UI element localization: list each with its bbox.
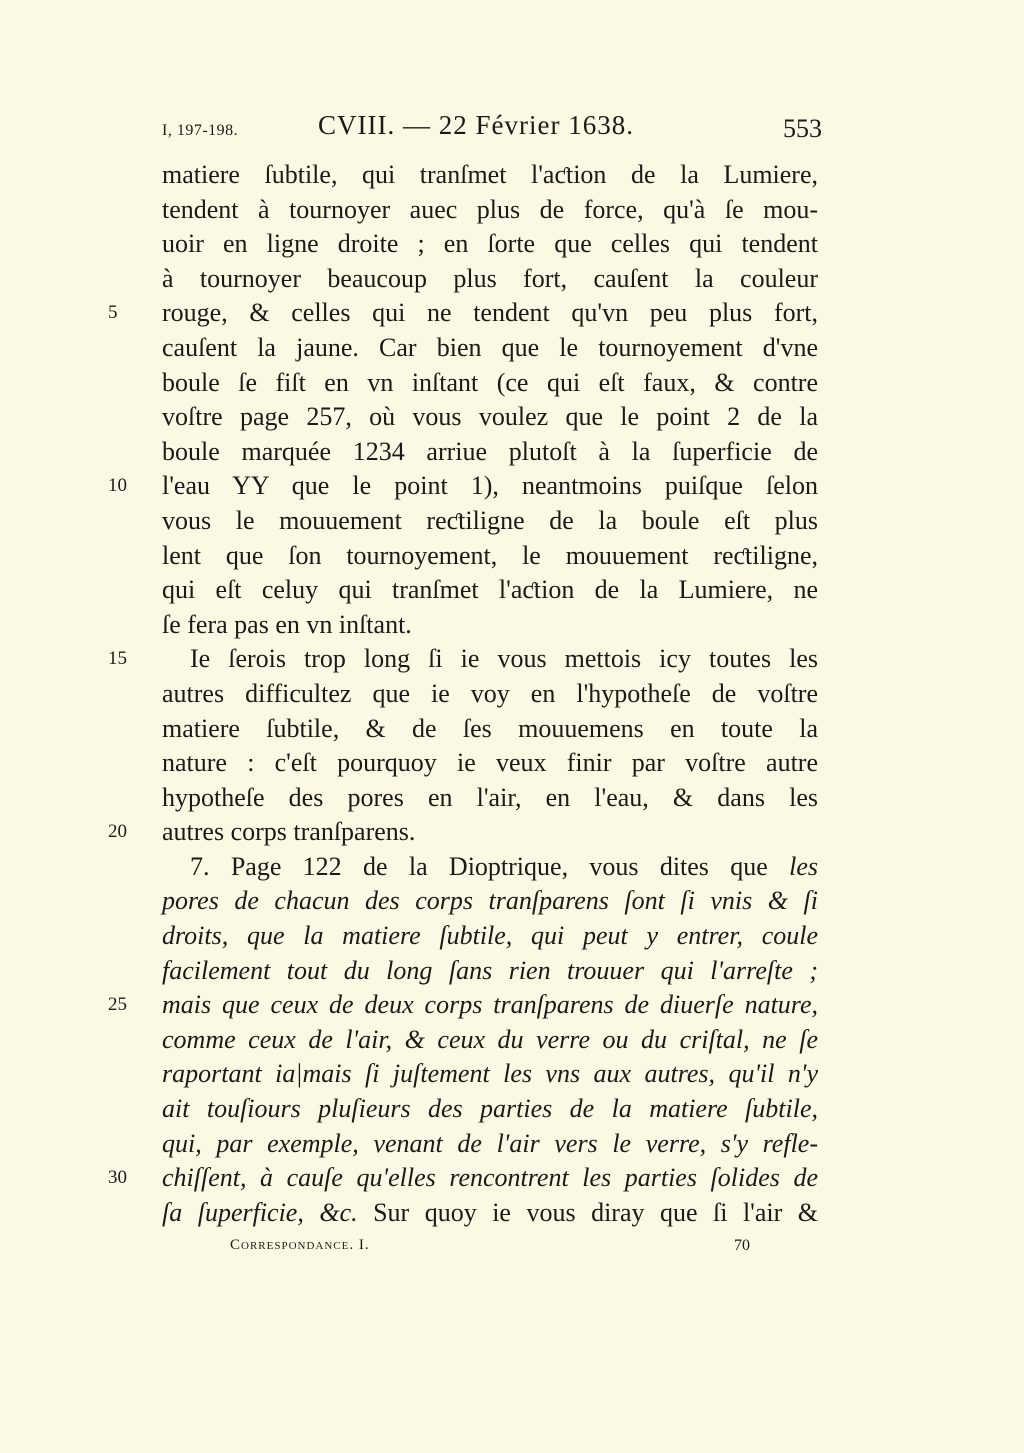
- italic-segment: ait touſiours pluſieurs des parties de la matiere ſubtile,: [162, 1094, 818, 1124]
- line-number: 15: [108, 648, 127, 670]
- text-line: [162, 919, 818, 954]
- italic-segment: comme ceux de l'air, & ceux du verre ou du criſtal, ne ſe: [162, 1024, 818, 1054]
- text-line: [162, 504, 818, 539]
- text-segment: nature : c'eſt pourquoy ie veux finir par voſtre autre: [162, 748, 818, 778]
- text-segment: à tournoyer beaucoup plus fort, cauſent la couleur: [162, 263, 818, 293]
- body-text: [108, 158, 818, 1230]
- text-line: [108, 469, 818, 504]
- italic-segment: pores de chacun des corps tranſparens ſont ſi vnis & ſi: [162, 886, 818, 916]
- italic-segment: droits, que la matiere ſubtile, qui peut y entrer, coule: [162, 921, 818, 951]
- italic-segment: chiſſent, à cauſe qu'elles rencontrent les parties ſolides de: [162, 1163, 818, 1193]
- text-segment: vous le mouuement reƈtiligne de la boule eſt plus: [162, 505, 818, 535]
- header-reference: I, 197-198.: [162, 122, 239, 139]
- text-line: [162, 158, 818, 193]
- footer-title: Correspondance. I.: [230, 1237, 370, 1253]
- text-segment: qui eſt celuy qui tranſmet l'aƈtion de la Lumiere, ne: [162, 575, 818, 605]
- line-number: 20: [108, 821, 127, 843]
- italic-segment: qui, par exemple, venant de l'air vers le verre, s'y refle-: [162, 1128, 818, 1158]
- text-line: [162, 884, 818, 919]
- text-line: [162, 608, 818, 643]
- text-line: [108, 1161, 818, 1196]
- text-line: [162, 573, 818, 608]
- text-segment: 7. Page 122 de la Dioptrique, vous dites que: [190, 851, 790, 881]
- line-number: 30: [108, 1167, 127, 1189]
- italic-segment: facilement tout du long ſans rien trouuer qui l'arreſte ;: [162, 955, 818, 985]
- text-line: [108, 988, 818, 1023]
- text-line: [162, 1127, 818, 1162]
- text-segment: boule marquée 1234 arriue plutoſt à la ſuperficie de: [162, 436, 818, 466]
- page-number: 553: [783, 114, 822, 143]
- text-line: [108, 642, 818, 677]
- line-number: 5: [108, 302, 118, 324]
- text-segment: matiere ſubtile, qui tranſmet l'aƈtion de la Lumiere,: [162, 160, 818, 189]
- text-line: [162, 262, 818, 297]
- text-segment: Sur quoy ie vous diray que ſi l'air &: [357, 1197, 818, 1227]
- text-segment: autres corps tranſparens.: [162, 817, 416, 847]
- text-segment: voſtre page 257, où vous voulez que le point 2 de la: [162, 402, 818, 432]
- italic-segment: raportant ia|mais ſi juſtement les vns aux autres, qu'il n'y: [162, 1059, 818, 1089]
- text-segment: hypotheſe des pores en l'air, en l'eau, & dans les: [162, 782, 818, 812]
- text-line: [162, 227, 818, 262]
- text-segment: cauſent la jaune. Car bien que le tournoyement d'vne: [162, 332, 818, 362]
- text-segment: tendent à tournoyer auec plus de force, qu'à ſe mou-: [162, 194, 818, 224]
- line-number: 25: [108, 994, 127, 1016]
- text-line: [108, 815, 818, 850]
- text-line: [162, 400, 818, 435]
- text-line: [162, 677, 818, 712]
- italic-segment: mais que ceux de deux corps tranſparens de diuerſe nature,: [162, 990, 818, 1020]
- text-line: [162, 954, 818, 989]
- text-segment: ſe fera pas en vn inſtant.: [162, 609, 412, 639]
- italic-segment: ſa ſuperficie, &c.: [162, 1197, 358, 1227]
- signature-mark: 70: [734, 1237, 750, 1254]
- text-line: [162, 366, 818, 401]
- text-line: [162, 712, 818, 747]
- signature-footer: [230, 1237, 750, 1261]
- text-line: [162, 331, 818, 366]
- text-line: [108, 296, 818, 331]
- line-number: 10: [108, 475, 127, 497]
- text-line: [162, 435, 818, 470]
- text-line: [162, 193, 818, 228]
- text-line: [162, 1196, 818, 1231]
- running-header: [162, 110, 822, 150]
- text-segment: lent que ſon tournoyement, le mouuement reƈtiligne,: [162, 540, 818, 570]
- text-line: [162, 1057, 818, 1092]
- text-line: [162, 850, 818, 885]
- text-line: [162, 781, 818, 816]
- text-segment: matiere ſubtile, & de ſes mouuemens en toute la: [162, 713, 818, 743]
- text-segment: uoir en ligne droite ; en ſorte que celles qui tendent: [162, 229, 818, 259]
- text-line: [162, 746, 818, 781]
- text-line: [162, 1023, 818, 1058]
- text-segment: rouge, & celles qui ne tendent qu'vn peu plus fort,: [162, 298, 818, 328]
- text-line: [162, 539, 818, 574]
- text-segment: boule ſe fiſt en vn inſtant (ce qui eſt faux, & contre: [162, 367, 818, 397]
- header-title: CVIII. — 22 Février 1638.: [318, 110, 634, 140]
- text-segment: Ie ſerois trop long ſi ie vous mettois icy toutes les: [190, 644, 818, 674]
- text-line: [162, 1092, 818, 1127]
- text-segment: autres difficultez que ie voy en l'hypotheſe de voſtre: [162, 678, 818, 708]
- italic-segment: les: [789, 851, 818, 881]
- text-segment: l'eau YY que le point 1), neantmoins puiſque ſelon: [162, 471, 818, 501]
